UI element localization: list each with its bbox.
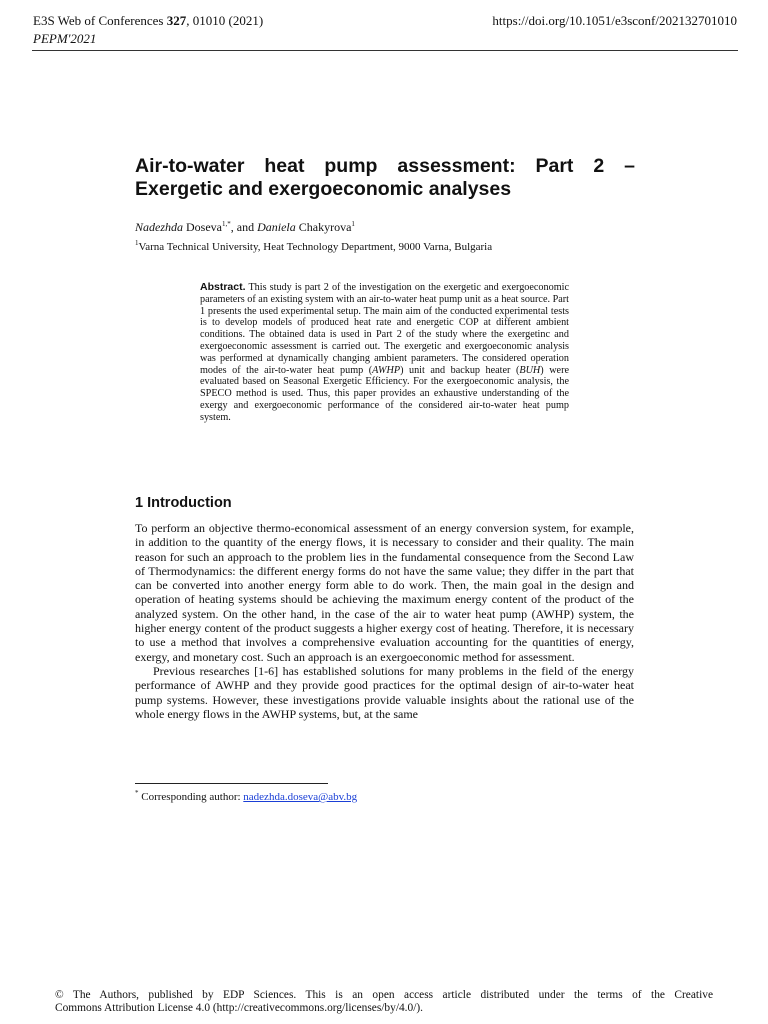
author-1-given-name: Nadezhda	[135, 220, 183, 234]
abstract-buh: BUH	[519, 364, 541, 376]
footnote	[135, 791, 357, 804]
introduction-body	[135, 521, 634, 721]
corresponding-author-email-link[interactable]: nadezhda.doseva@abv.bg	[243, 791, 358, 803]
license-notice	[55, 989, 713, 1015]
abstract-text-3: ) were evaluated based on Seasonal Exergetic Efficiency. For the exergoeconomic analysis, the SPECO method is used. Thus, this paper provides an exhaustive understanding of the exergy and exergoeconomic performance of the considered air-to-water heat pump system.	[200, 364, 569, 423]
abstract-text-2: ) unit and backup heater (	[400, 364, 520, 376]
footnote-text: Corresponding author:	[138, 791, 244, 803]
abstract	[200, 282, 569, 424]
affiliation	[135, 241, 492, 254]
author-list	[135, 220, 355, 234]
journal-volume: 327	[166, 13, 187, 28]
introduction-paragraph-1: To perform an objective thermo-economical assessment of an energy conversion system, for example, in addition to the quantity of the energy flows, it is necessary to consider and their quality. The main reason for such an approach to the problem lies in the fundamental consequence from the Second Law of Thermodynamics: the different energy forms do not have the same value; they differ in the part that can be converted into another energy form able to do work. Then, the main goal in the design and operation of heating systems should be achieving the maximum energy content of the product of the analyzed system. On the other hand, in the case of the air to water heat pump (AWHP) system, the higher energy content of the product suggests a higher exergy cost of heating. Therefore, it is necessary to use a method that involves a comprehensive evaluation accounting for the quantities of energy, exergy, and monetary cost. Such an approach is an exergoeconomic method for assessment.	[135, 521, 634, 664]
license-line-1: © The Authors, published by EDP Sciences. This is an open access article distributed under the terms of the Creative	[55, 989, 713, 1001]
abstract-label: Abstract.	[200, 281, 246, 293]
license-line-2: Commons Attribution License 4.0 (http://creativecommons.org/licenses/by/4.0/).	[55, 1002, 424, 1014]
introduction-paragraph-2: Previous researches [1-6] has established solutions for many problems in the field of the energy performance of AWHP and they provide good practices for the optimal design of air-to-water heat pump systems. However, these investigations provide valuable insights about the rational use of the whole energy flows in the AWHP systems, but, at the same	[135, 663, 634, 721]
journal-header	[33, 13, 263, 28]
author-2-family-name: Chakyrova	[295, 220, 352, 234]
footnote-mark: *	[135, 789, 139, 797]
author-1-family-name: Doseva	[183, 220, 222, 234]
abstract-text-1: This study is part 2 of the investigation on the exergetic and exergoeconomic parameters of an existing system with an air-to-water heat pump unit as a heat source. Part 1 presents the used experimental setup. The main aim of the conducted experimental tests is to develop models of produced heat rate and energetic COP at different ambient conditions. The obtained data is used in Part 2 of the study where the exergetinc and exergoeconomic assessment is carried out. The exergetic and exergoeconomic analysis was performed at dynamically changing ambient parameters. The considered operation modes of the air-to-water heat pump (	[200, 282, 569, 376]
affiliation-text: Varna Technical University, Heat Technology Department, 9000 Varna, Bulgaria	[138, 241, 493, 253]
abstract-awhp: AWHP	[372, 364, 401, 376]
paper-title-line-2: Exergetic and exergoeconomic analyses	[135, 178, 512, 200]
author-2-affiliation-mark: 1	[351, 220, 355, 228]
author-2-given-name: Daniela	[257, 220, 296, 234]
section-title-introduction: 1 Introduction	[135, 495, 232, 511]
author-1-affiliation-mark: 1,*	[222, 220, 231, 228]
paper-title	[135, 155, 635, 201]
journal-issue-year: , 01010 (2021)	[186, 13, 264, 28]
journal-name: E3S Web of Conferences	[33, 13, 167, 28]
doi-link[interactable]: https://doi.org/10.1051/e3sconf/202132701010	[492, 13, 737, 28]
header-divider	[32, 50, 738, 51]
paper-title-line-1: Air-to-water heat pump assessment: Part 2 –	[135, 155, 635, 177]
conference-name: PEPM'2021	[33, 31, 97, 46]
author-separator: , and	[230, 220, 258, 234]
footnote-divider	[135, 783, 328, 784]
affiliation-mark: 1	[135, 239, 139, 247]
